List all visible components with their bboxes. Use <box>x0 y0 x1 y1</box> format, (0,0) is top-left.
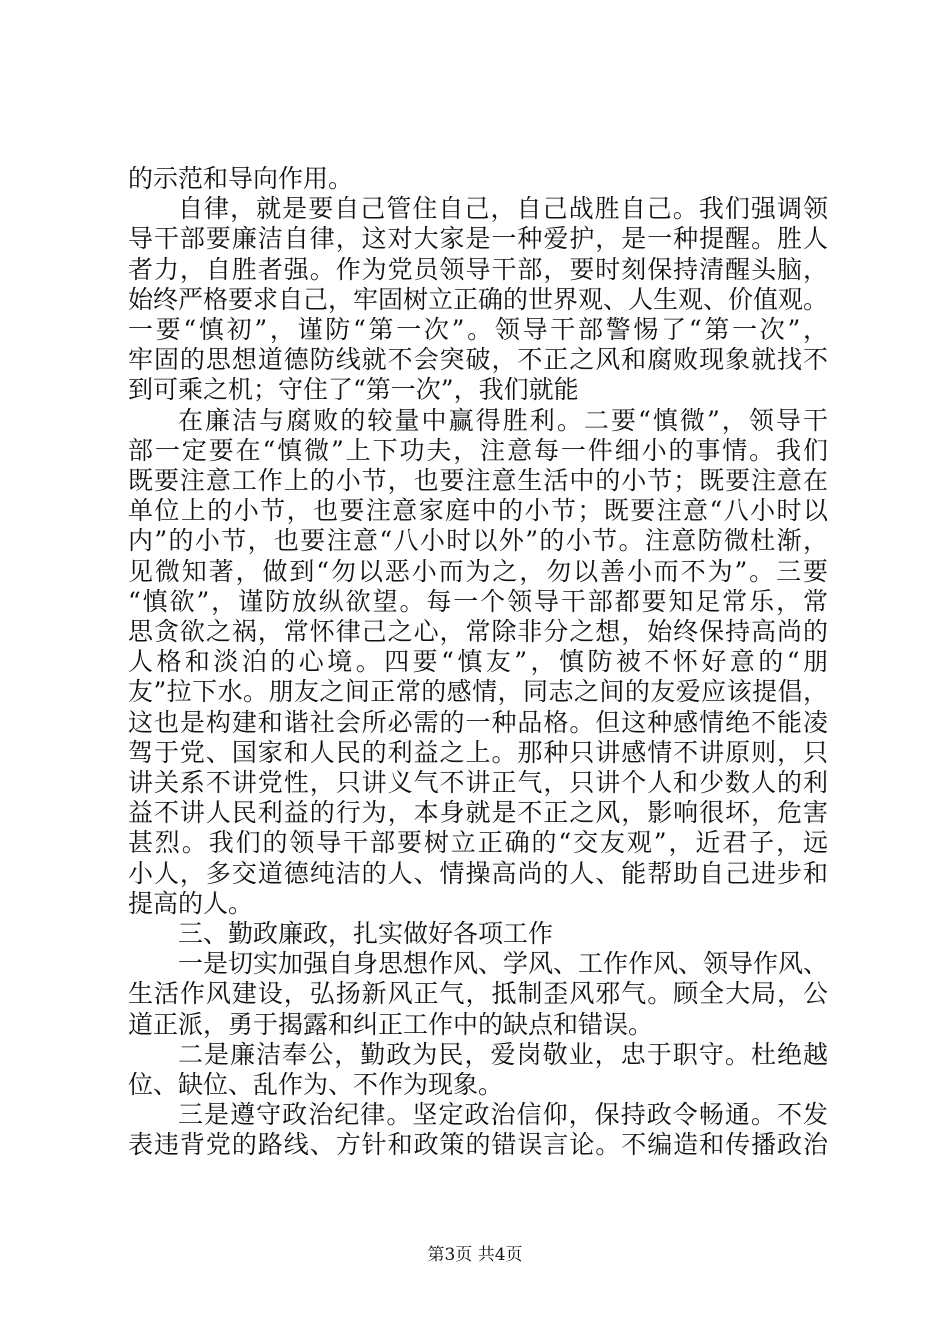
paragraph-line: 道正派，勇于揭露和纠正工作中的缺点和错误。 <box>128 1010 654 1039</box>
section-heading: 三、勤政廉政，扎实做好各项工作 <box>178 919 554 948</box>
paragraph-line: 在廉洁与腐败的较量中赢得胜利。二要“慎微”，领导干 <box>178 406 828 435</box>
paragraph-line: 表违背党的路线、方针和政策的错误言论。不编造和传播政治 <box>128 1130 828 1159</box>
paragraph-line: 友”拉下水。朋友之间正常的感情，同志之间的友爱应该提倡， <box>128 677 828 706</box>
paragraph-line: 讲关系不讲党性，只讲义气不讲正气，只讲个人和少数人的利 <box>128 768 828 797</box>
paragraph-line: 思贪欲之祸，常怀律己之心，常除非分之想，始终保持高尚的 <box>128 617 828 646</box>
paragraph-line: 二是廉洁奉公，勤政为民，爱岗敬业，忠于职守。杜绝越 <box>178 1040 828 1069</box>
paragraph-line: 益不讲人民利益的行为，本身就是不正之风，影响很坏，危害 <box>128 798 828 827</box>
paragraph-line: “慎欲”，谨防放纵欲望。每一个领导干部都要知足常乐，常 <box>128 587 828 616</box>
paragraph-line: 一要“慎初”，谨防“第一次”。领导干部警惕了“第一次”， <box>128 315 828 344</box>
paragraph-line: 内”的小节，也要注意“八小时以外”的小节。注意防微杜渐， <box>128 526 828 555</box>
paragraph-line: 导干部要廉洁自律，这对大家是一种爱护，是一种提醒。胜人 <box>128 224 828 253</box>
paragraph-line: 牢固的思想道德防线就不会突破，不正之风和腐败现象就找不 <box>128 345 828 374</box>
paragraph-line: 既要注意工作上的小节，也要注意生活中的小节；既要注意在 <box>128 466 828 495</box>
paragraph-line: 一是切实加强自身思想作风、学风、工作作风、领导作风、 <box>178 949 829 978</box>
paragraph-line: 到可乘之机；守住了“第一次”，我们就能 <box>128 375 579 404</box>
paragraph-line: 者力，自胜者强。作为党员领导干部，要时刻保持清醒头脑， <box>128 255 828 284</box>
paragraph-line: 始终严格要求自己，牢固树立正确的世界观、人生观、价值观。 <box>128 285 829 314</box>
paragraph-line: 位、缺位、乱作为、不作为现象。 <box>128 1070 504 1099</box>
paragraph-line: 单位上的小节，也要注意家庭中的小节；既要注意“八小时以 <box>128 496 828 525</box>
paragraph-line: 人格和淡泊的心境。四要“慎友”，慎防被不怀好意的“朋 <box>128 647 828 676</box>
paragraph-line: 甚烈。我们的领导干部要树立正确的“交友观”，近君子，远 <box>128 828 828 857</box>
paragraph-line: 提高的人。 <box>128 889 254 918</box>
paragraph-line: 生活作风建设，弘扬新风正气，抵制歪风邪气。顾全大局，公 <box>128 979 828 1008</box>
paragraph-line: 见微知著，做到“勿以恶小而为之，勿以善小而不为”。三要 <box>128 557 828 586</box>
paragraph-line: 的示范和导向作用。 <box>128 164 354 193</box>
paragraph-line: 三是遵守政治纪律。坚定政治信仰，保持政令畅通。不发 <box>178 1100 828 1129</box>
page-footer: 第3页 共4页 <box>427 1245 523 1265</box>
paragraph-line: 部一定要在“慎微”上下功夫，注意每一件细小的事情。我们 <box>128 436 828 465</box>
paragraph-line: 自律，就是要自己管住自己，自己战胜自己。我们强调领 <box>178 194 828 223</box>
paragraph-line: 这也是构建和谐社会所必需的一种品格。但这种感情绝不能凌 <box>128 708 828 737</box>
paragraph-line: 小人，多交道德纯洁的人、情操高尚的人、能帮助自己进步和 <box>128 859 828 888</box>
paragraph-line: 驾于党、国家和人民的利益之上。那种只讲感情不讲原则，只 <box>128 738 828 767</box>
